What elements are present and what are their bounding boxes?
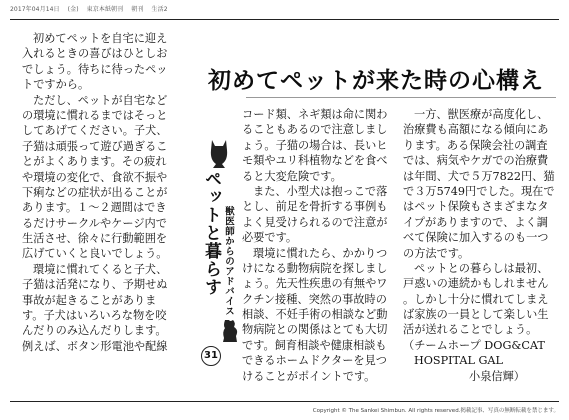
article-column-1 — [22, 31, 167, 354]
top-rule — [10, 19, 559, 20]
text-line: 。しかし十分に慣れてしまえ — [403, 292, 549, 306]
text-line: トですから。 — [22, 78, 90, 92]
article-column-3 — [403, 107, 555, 384]
text-line: してあげてください。子犬、 — [22, 124, 168, 138]
header-paper: 東京本紙朝刊 — [86, 6, 124, 13]
text-line: 広げていくと良いでしょう。 — [22, 247, 168, 261]
text-line: ペットとの暮らしは最初、 — [414, 261, 549, 275]
text-line: は年間、犬で５万7822円、猫 — [403, 169, 555, 183]
article-title: 初めてペットが来た時の心構え — [208, 67, 544, 94]
header-page: 生活2 — [151, 6, 168, 13]
text-line: 必要です。 — [242, 231, 298, 245]
text-line: 子猫は活発になり、予期せぬ — [22, 278, 168, 292]
text-line: はペット保険もさまざまなタ — [403, 200, 549, 214]
text-line: 例えば、ボタン形電池や配線 — [22, 339, 168, 353]
text-line: 生活させ、徐々に行動範囲を — [22, 232, 168, 246]
author-name: 小泉信輝） — [469, 369, 525, 383]
text-line: あります。１～２週間はでき — [22, 201, 167, 215]
text-line: んだりのみ込んだりします。 — [22, 324, 167, 338]
dog-silhouette-icon — [220, 318, 240, 342]
series-number-badge: 31 — [201, 346, 221, 366]
text-line: や環境の変化で、食欲不振や — [22, 170, 168, 184]
text-line: るだけサークルやケージ内で — [22, 216, 167, 230]
header-date: 2017年04月14日 — [10, 6, 60, 13]
text-line: また、小型犬は抱っこで落 — [253, 184, 388, 198]
text-line: 治療費も高額になる傾向にあ — [403, 123, 549, 137]
column-title: ペットと暮らす — [201, 170, 221, 296]
author-affiliation-2: HOSPITAL GAL — [414, 354, 503, 368]
text-line: の方法です。 — [403, 246, 470, 260]
text-line: 初めてペットを自宅に迎え — [33, 32, 168, 45]
text-line: とがよくあります。その疲れ — [22, 155, 167, 169]
header-line — [10, 4, 174, 13]
text-line: 一方、獣医療が高度化し、 — [414, 108, 549, 121]
text-line: 戸惑いの連続かもしれません — [403, 277, 549, 291]
text-line: けになる動物病院を探しまし — [242, 261, 388, 275]
text-line: よく見受けられるので注意が — [242, 215, 388, 229]
text-line: クチン接種、突然の事故時の — [242, 292, 387, 306]
text-line: では、病気やケガでの治療費 — [403, 154, 549, 168]
text-line: 環境に慣れたら、かかりつ — [253, 246, 388, 260]
text-line: ょう。先天性疾患の有無やワ — [242, 277, 388, 291]
text-line: す。子犬はいろいろな物を咬 — [22, 309, 167, 323]
text-line: ただし、ペットが自宅など — [33, 93, 168, 107]
column-logo — [197, 138, 241, 348]
cat-silhouette-icon — [208, 138, 230, 168]
headline-rule — [246, 97, 556, 98]
author-affiliation-1: （チームホープ DOG&CAT — [403, 338, 545, 352]
bottom-rule — [10, 401, 559, 402]
text-line: 事故が起きることがありま — [22, 293, 157, 307]
article-column-2 — [242, 107, 387, 384]
text-line: イプがありますので、よく調 — [403, 215, 548, 229]
header-weekday: (金) — [67, 6, 79, 13]
text-line: べて保険に加入するのも一つ — [403, 231, 549, 245]
text-line: ば家族の一員として楽しい生 — [403, 308, 549, 322]
text-line: できるホームドクターを見つ — [242, 354, 387, 368]
copyright-notice: Copyright © The Sankei Shimbun. All rights reserved.掲載記事、写真の無断転載を禁じます。 — [312, 408, 559, 414]
header-edition: 朝刊 — [131, 6, 144, 13]
text-line: です。飼育相談や健康相談も — [242, 338, 387, 352]
text-line: ょう。子猫の場合は、長いヒ — [242, 138, 388, 152]
text-line: ります。ある保険会社の調査 — [403, 138, 548, 152]
column-subtitle: 獣医師からのアドバイス — [223, 206, 234, 316]
text-line: ることもあるので注意しまし — [242, 123, 388, 137]
text-line: コード類、ネギ類は命に関わ — [242, 108, 388, 121]
text-line: で３万5749円でした。現在で — [403, 184, 555, 198]
text-line: 環境に慣れてくると子犬、 — [33, 262, 168, 276]
text-line: 相談、不妊手術の相談など動 — [242, 308, 388, 322]
text-line: けることがポイントです。 — [242, 369, 376, 383]
text-line: 活が送れることでしょう。 — [403, 323, 538, 337]
text-line: の環境に慣れるまではそっと — [22, 108, 168, 122]
text-line: とし、前足を骨折する事例も — [242, 200, 388, 214]
text-line: でしょう。待ちに待ったペッ — [22, 62, 168, 76]
text-line: 下痢などの症状が出ることが — [22, 185, 168, 199]
text-line: 物病院との関係はとても大切 — [242, 323, 388, 337]
text-line: 子猫は頑張って遊び過ぎるこ — [22, 139, 168, 153]
text-line: 入れるときの喜びはひとしお — [22, 47, 168, 61]
text-line: ると大変危険です。 — [242, 169, 342, 183]
text-line: モ類やユリ科植物などを食べ — [242, 154, 388, 168]
